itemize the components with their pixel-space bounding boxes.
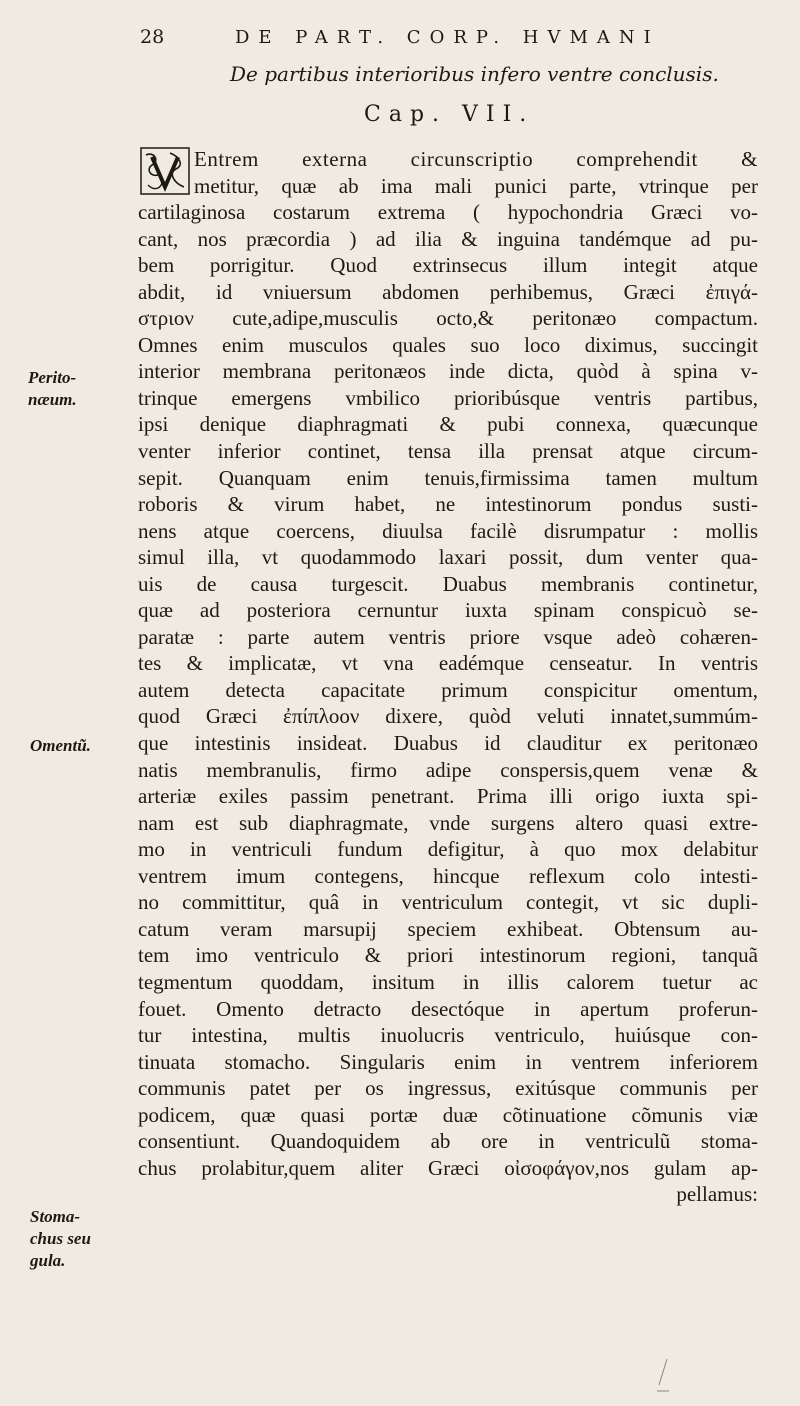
text-line: bem porrigitur. Quod extrinsecus illum integit atque xyxy=(138,253,758,278)
text-line: natis membranulis, firmo adipe conspersis,quem venæ & xyxy=(138,757,758,782)
text-line: podicem, quæ quasi portæ duæ cõtinuatione cõmunis viæ xyxy=(138,1102,758,1127)
text-line: pellamus: xyxy=(676,1182,758,1207)
text-line: venter inferior continet, tensa illa prensat atque circum- xyxy=(138,439,758,464)
text-line: tegmentum quoddam, insitum in illis calorem tuetur ac xyxy=(138,969,758,994)
text-line: no committitur, quâ in ventriculum contegit, vt sic dupli- xyxy=(138,890,758,915)
running-head: DE PART. CORP. HVMANI xyxy=(235,27,660,48)
text-line: ipsi denique diaphragmati & pubi connexa, quæcunque xyxy=(138,412,758,437)
text-line: quæ ad posteriora cernuntur iuxta spinam conspicuò se- xyxy=(138,598,758,623)
text-line: fouet. Omento detracto desectóque in apertum proferun- xyxy=(138,996,758,1021)
margin-note-omentum xyxy=(30,735,110,757)
text-line: ventrem imum contegens, hincque reflexum colo intesti- xyxy=(138,863,758,888)
margin-note-stomachus xyxy=(30,1206,110,1272)
chapter-heading: Cap. VII. xyxy=(364,102,535,127)
text-line: cartilaginosa costarum extrema ( hypochondria Græci vo- xyxy=(138,200,758,225)
text-line: tem imo ventriculo & priori intestinorum regioni, tanquã xyxy=(138,943,758,968)
section-subtitle: De partibus interioribus infero ventre conclusis. xyxy=(230,62,719,86)
text-line: cant, nos præcordia ) ad ilia & inguina tandémque ad pu- xyxy=(138,226,758,251)
text-line: consentiunt. Quandoquidem ab ore in ventriculũ stoma- xyxy=(138,1129,758,1154)
text-line: mo in ventriculi fundum defigitur, à quo mox delabitur xyxy=(138,837,758,862)
text-line: simul illa, vt quodammodo laxari possit, dum venter qua- xyxy=(138,545,758,570)
margin-note-text: Omentũ. xyxy=(30,736,91,755)
text-line: que intestinis insideat. Duabus id clauditur ex peritonæo xyxy=(138,731,758,756)
text-line: nens atque coercens, diuulsa facilè disrumpatur : mollis xyxy=(138,518,758,543)
body-text xyxy=(138,146,758,1208)
pencil-mark-icon xyxy=(655,1355,705,1395)
text-line: στριον cute,adipe,musculis octo,& peritonæo compactum. xyxy=(138,306,758,331)
text-line: metitur, quæ ab ima mali punici parte, vtrinque per xyxy=(194,173,758,198)
text-line: uis de causa turgescit. Duabus membranis continetur, xyxy=(138,571,758,596)
text-line: nam est sub diaphragmate, vnde surgens altero quasi extre- xyxy=(138,810,758,835)
margin-note-text: Perito- næum. xyxy=(28,368,77,409)
margin-note-peritonaeum xyxy=(28,367,108,411)
text-line: catum veram marsupij speciem exhibeat. Obtensum au- xyxy=(138,916,758,941)
text-line: interior membrana peritonæos inde dicta, quòd à spina v- xyxy=(138,359,758,384)
text-line: paratæ : parte autem ventris priore vsque adeò cohæren- xyxy=(138,624,758,649)
text-line: tur intestina, multis inuolucris ventriculo, huiúsque con- xyxy=(138,1023,758,1048)
page-header xyxy=(140,26,700,56)
text-line: arteriæ exiles passim penetrant. Prima illi origo iuxta spi- xyxy=(138,784,758,809)
text-line: Omnes enim musculos quales suo loco diximus, succingit xyxy=(138,332,758,357)
text-line: trinque emergens vmbilico prioribúsque ventris partibus, xyxy=(138,385,758,410)
text-line: tinuata stomacho. Singularis enim in ventrem inferiorem xyxy=(138,1049,758,1074)
text-line: chus prolabitur,quem aliter Græci οἰσοφάγον,nos gulam ap- xyxy=(138,1155,758,1180)
margin-note-text: Stoma- chus seu gula. xyxy=(30,1207,91,1270)
text-line: Entrem externa circunscriptio comprehendit & xyxy=(194,147,758,171)
text-line: abdit, id vniuersum abdomen perhibemus, Græci ἐπιγά- xyxy=(138,279,758,304)
text-line: communis patet per os ingressus, exitúsque communis per xyxy=(138,1076,758,1101)
text-line: sepit. Quanquam enim tenuis,firmissima tamen multum xyxy=(138,465,758,490)
page-number: 28 xyxy=(140,26,165,48)
text-line: tes & implicatæ, vt vna eadémque censeatur. In ventris xyxy=(138,651,758,676)
text-line: roboris & virum habet, ne intestinorum pondus susti- xyxy=(138,492,758,517)
text-line: autem detecta capacitate primum conspicitur omentum, xyxy=(138,677,758,702)
text-line: quod Græci ἐπίπλοον dixere, quòd veluti innatet,summúm- xyxy=(138,704,758,729)
